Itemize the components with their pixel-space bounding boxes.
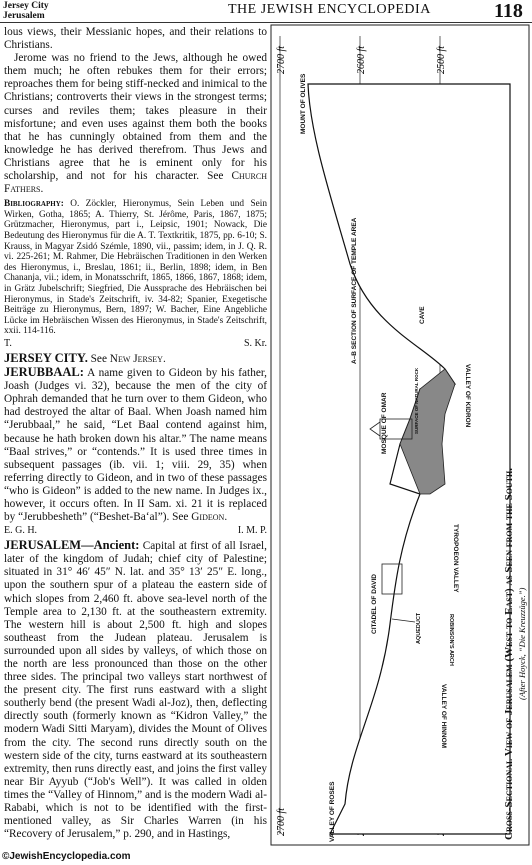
signature — [4, 525, 267, 537]
elevation-label: 2600 ft — [356, 45, 367, 74]
entry-text: A name given to Gideon by his father, Joash (Judges vi. 32), because the men of the city of Ophrah demanded that he turn over to them Gideon, who had destroyed the altar of Baal. When Joash named him “Jerubbaal,” he said, “Let Baal contend against him, because he hath broken down his altar.” The name means “Baal strives,” or “contends.” It is used three times in subsequent passages (ib. vii. 1; viii. 29, 35) when referring directly to Gideon, and in two of these passages “who is Gideon” is added to the new name. In Judges ix., however, it occurs often. In II Sam. xi. 21 it is replaced by “Jerubbesheth” (“Beshet-Ba‘al”). See — [4, 367, 267, 524]
page-title: THE JEWISH ENCYCLOPEDIA — [228, 2, 431, 17]
mosque-label: MOSQUE OF OMAR — [381, 392, 388, 454]
punctuation: . — [162, 352, 166, 365]
cross-reference-link[interactable]: Gideon — [191, 511, 225, 524]
aqueduct-label: AQUEDUCT — [416, 612, 422, 644]
dome-icon — [370, 422, 380, 436]
running-head-line2: Jerusalem — [3, 11, 45, 21]
valley-of-roses-label: VALLEY OF ROSES — [329, 781, 336, 842]
paragraph-text: Jerome was no friend to the Jews, although he owed them much; he often rebukes them for their errors; reproaches them for being stiff-necked and inimical to the Christians; controverts their views in the strongest terms; curses and reviles them; takes pleasure in their misfortune; and even uses against them both the books that he has cunningly obtained from them and the knowledge he has derived therefrom. Thus Jews and Christians agree that he is eminent only for his scholarship, and not for his character. See — [4, 52, 267, 183]
elevation-label: 2500 ft — [436, 45, 447, 74]
text-column — [4, 26, 267, 841]
entry-text: See — [87, 352, 110, 365]
paragraph — [4, 52, 267, 196]
entry-text: Capital at first of all Israel, later of the kingdom of Judah; chief city of Palestine; situated in 31° 46′ 45″ N. lat. and 35° 13′ 25″ E. long., upon the southern spur of a plateau the eastern side of which slopes from 2,460 ft. above sea-level north of the Temple area to 2,130 ft. at the southeastern extremity. The western hill is about 2,500 ft. high and slopes southeast from the Judean plateau. Jerusalem is surrounded upon all sides by valleys, of which those on the north are less pronounced than those on the other three sides. The principal two valleys start northwest of the present city. The first runs eastward with a slight southerly bend (the present Wadi al-Joz), then, deflecting directly south (formerly known as “Kidron Valley,” the modern Wadi Sitti Maryam), divides the Mount of Olives from the city. The second runs directly south on the western side of the city, turns eastward at its southeastern extremity, then runs directly east, and joins the first valley near Bir Ayyub (“Job's Well”). It was called in olden times the “Valley of Hinnom,” and is the modern Wadi al-Rababi, which is not to be identified with the first-mentioned valley, as Sir Charles Warren (in his “Recovery of Jerusalem,” p. 290, and in Hastings, — [4, 540, 267, 841]
page-number: 118 — [494, 0, 523, 22]
cross-reference-link[interactable]: Church Fathers — [4, 170, 267, 196]
robinsons-arch-label: ROBINSON'S ARCH — [448, 614, 454, 666]
bibliography-text: O. Zöckler, Hieronymus, Sein Leben und Sein Wirken, Gotha, 1865; A. Thierry, St. Jérôme, Paris, 1867, 1875; Grützmacher, Hieronymus, part i., Leipsic, 1901; Nowack, Die Bedeutung des Hieronymus für die A. T. Textkritik, 1875, pp. 6-10; S. Krauss, in Magyar Zsidó Szémle, 1890, vii., passim; idem, in J. Q. R. vi. 225-261; M. Rahmer, Die Hebräischen Traditionen in den Werken des Hieronymus, i., Breslau, 1861; ii., Berlin, 1898; idem, in Ben Chananja, vii.; idem, in Monatsschrift, 1865, 1866, 1867, 1868; idem, in Grätz Jubelschrift; Siegfried, Die Aussprache des Hebräischen bei Hieronymus, in Stade's Zeitschrift, iv. 34-82; Spanier, Exegetische Beiträge zu Hieronymus, Bern, 1897; W. Bacher, Eine Angebliche Lücke im Hebräischen Wissen des Hieronymus, in Stade's Zeitschrift, xxii. 114-116. — [4, 199, 267, 337]
kidron-valley-label: VALLEY OF KIDRON — [464, 364, 471, 428]
entry-heading: JERSEY CITY. — [4, 350, 88, 365]
entry-heading: JERUBBAAL: — [4, 365, 84, 380]
figure-caption: Cross-Sectional View of Jerusalem (West to East) as Seen from the South. — [503, 467, 515, 840]
header-rule — [0, 22, 532, 23]
site-watermark[interactable]: ©JewishEncyclopedia.com — [2, 851, 131, 862]
mount-of-olives-label: MOUNT OF OLIVES — [300, 73, 307, 134]
paragraph: lous views, their Messianic hopes, and their relations to Christians. — [4, 26, 267, 52]
running-head — [3, 1, 49, 21]
hinnom-valley-label: VALLEY OF HINNOM — [440, 684, 447, 749]
punctuation: . — [40, 183, 44, 196]
cross-reference-link[interactable]: New Jersey — [109, 352, 163, 365]
bibliography-label: Bibliography: — [4, 199, 64, 210]
tyropoeon-valley-label: TYROPOEON VALLEY — [452, 524, 459, 593]
signature-initials: T. — [4, 337, 12, 349]
elevation-label: 2700 ft — [276, 45, 287, 74]
signature-initials: E. G. H. — [4, 525, 38, 537]
cross-section-figure — [270, 24, 530, 846]
entry — [4, 352, 267, 366]
author-initials: S. Kr. — [243, 337, 267, 349]
figure-caption-source: (After Hoyck, “Die Kreuzzüge.”) — [517, 587, 527, 700]
punctuation: . — [224, 511, 228, 524]
entry — [4, 539, 267, 841]
elevation-label: 2700 ft — [276, 807, 287, 836]
cave-label: CAVE — [419, 306, 426, 324]
author-initials: I. M. P. — [237, 525, 267, 537]
section-label: A–B SECTION OF SURFACE OF TEMPLE AREA — [351, 217, 358, 364]
entry-heading: JERUSALEM—Ancient: — [4, 538, 140, 553]
bibliography — [4, 199, 267, 337]
natural-rock-label: SURFACE OF NATURAL ROCK — [414, 367, 419, 434]
running-head-line1: Jersey City — [3, 1, 49, 11]
entry — [4, 366, 267, 524]
signature — [4, 338, 267, 350]
citadel-label: CITADEL OF DAVID — [371, 574, 378, 634]
